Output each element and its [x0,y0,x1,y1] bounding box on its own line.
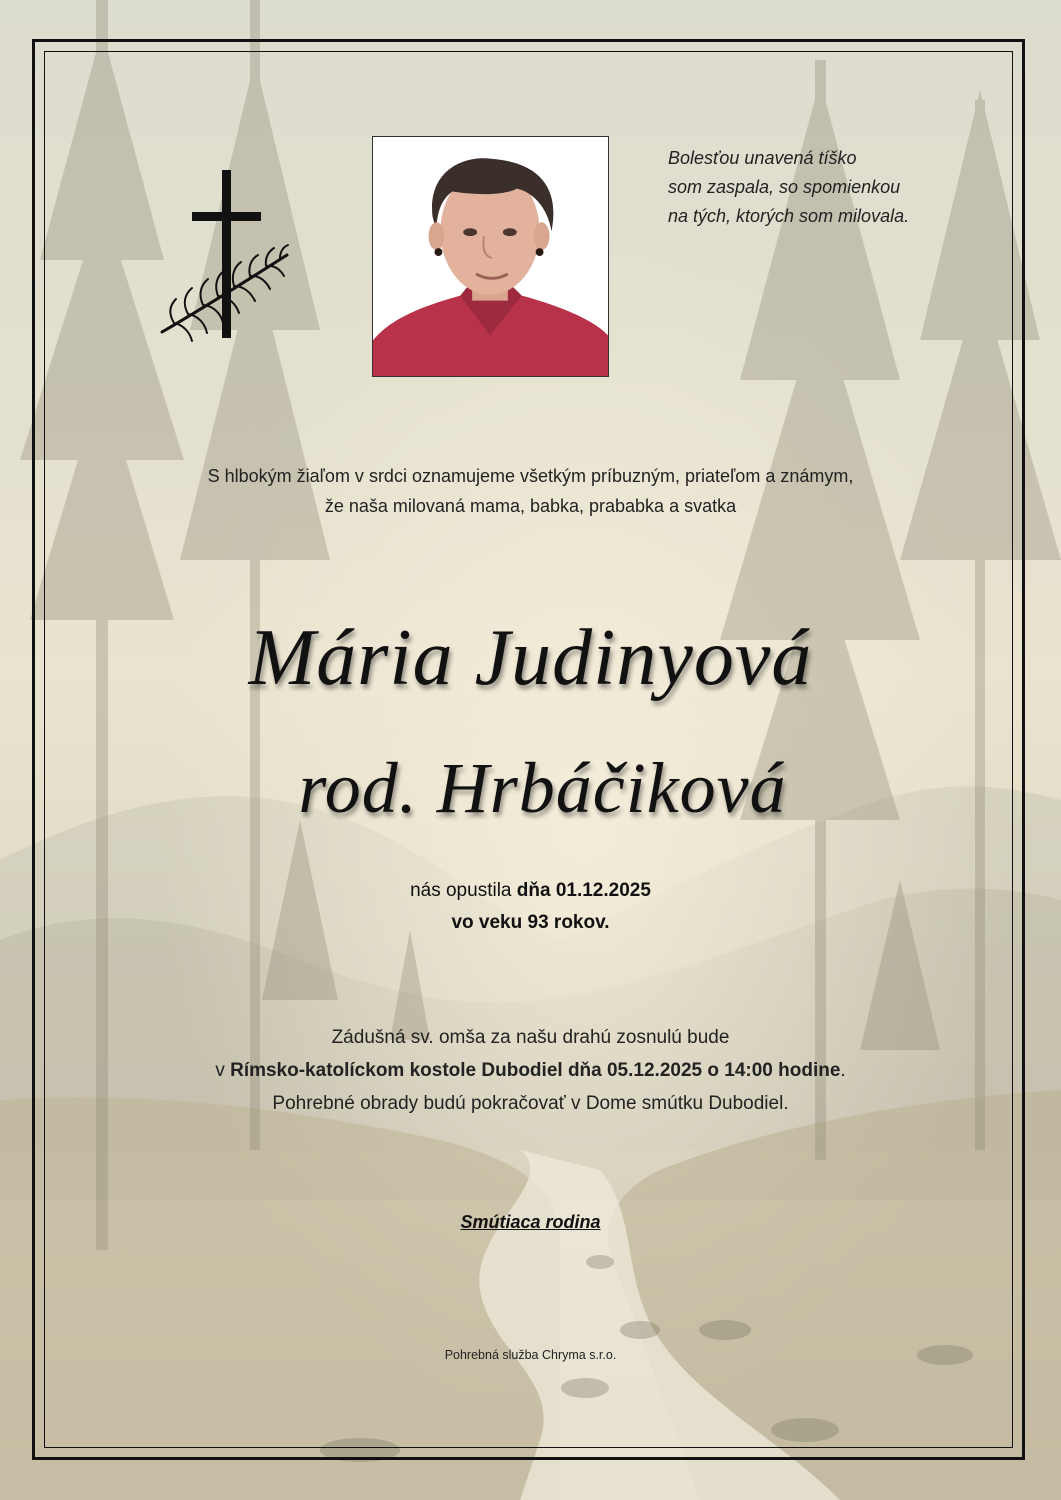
latin-cross-icon [192,170,261,338]
funeral-continuation-line: Pohrebné obrady budú pokračovať v Dome smútku Dubodiel. [272,1093,789,1114]
mass-location-suffix: . [840,1060,846,1081]
age-line [0,907,1061,939]
mourning-family: Smútiaca rodina [460,1212,601,1232]
verse-line: na tých, ktorých som milovala. [668,206,910,226]
intro-line: že naša milovaná mama, babka, prababka a svatka [324,496,737,516]
funeral-info [0,1021,1061,1120]
funeral-service-name: Pohrebná služba Chryma s.r.o. [444,1348,617,1362]
mass-location: Rímsko-katolíckom kostole Dubodiel dňa 05.12.2025 o 14:00 hodine [230,1060,841,1081]
death-date: dňa 01.12.2025 [516,880,651,901]
maiden-name: rod. Hrbáčiková [298,748,787,828]
death-date-line [0,875,1061,907]
memorial-verse [668,144,988,231]
verse-line: som zaspala, so spomienkou [668,177,901,197]
death-info [0,875,1061,939]
verse-line: Bolesťou unavená tíško [668,148,857,168]
intro-line: S hlbokým žiaľom v srdci oznamujeme všetkým príbuzným, priateľom a známym, [207,466,854,486]
deceased-name: Mária Judinyová [248,614,813,702]
age-at-death: vo veku 93 rokov. [451,912,610,933]
announcement-intro [0,461,1061,521]
portrait-photo [372,136,609,377]
death-prefix: nás opustila [410,880,517,901]
cross-with-palm-icon [150,160,310,350]
mass-location-prefix: v [215,1060,231,1081]
mass-line: Zádušná sv. omša za našu drahú zosnulú bude [331,1027,730,1048]
mass-location-line [0,1054,1061,1087]
